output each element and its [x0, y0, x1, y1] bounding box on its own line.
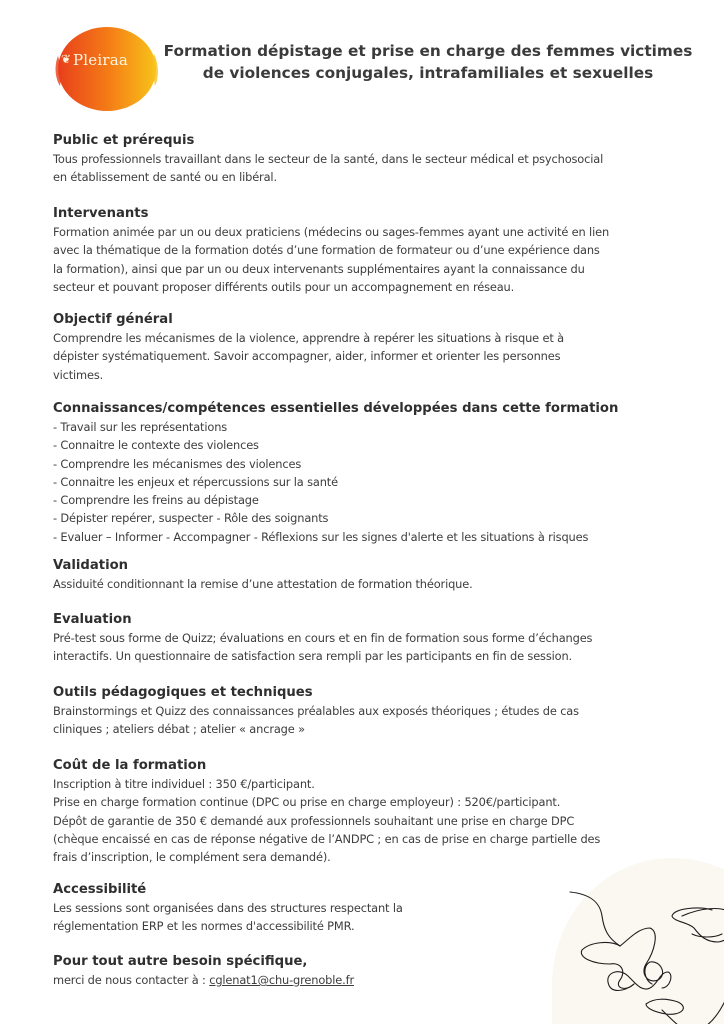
contact-email-link[interactable]: cglenat1@chu-grenoble.fr	[209, 973, 354, 987]
section-text-line: Brainstormings et Quizz des connaissances préalables aux exposés théoriques ; études de cas	[53, 704, 579, 718]
tree-icon: ❦	[61, 52, 72, 66]
section-text-line: Dépôt de garantie de 350 € demandé aux professionnels souhaitant une prise en charge DPC	[53, 813, 575, 828]
section-validation	[53, 557, 693, 601]
section-evaluation	[53, 611, 693, 674]
list-item: - Dépister repérer, suspecter - Rôle des soignants	[53, 511, 329, 526]
list-item: - Travail sur les représentations	[53, 420, 228, 434]
section-text-line: Pré-test sous forme de Quizz; évaluations en cours et en fin de formation sous forme d’échanges	[53, 631, 593, 645]
contact-prefix: merci de nous contacter à :	[53, 973, 210, 987]
section-text-line: la formation), ainsi que par un ou deux intervenants supplémentaires ayant la connaissance du	[53, 261, 585, 276]
title-line-2: de violences conjugales, intrafamiliales et sexuelles	[202, 64, 654, 82]
document-content	[53, 132, 693, 999]
section-text-line: en établissement de santé ou en libéral.	[53, 170, 277, 185]
list-item: - Connaitre le contexte des violences	[53, 438, 259, 453]
section-text-line: (chèque encaissé en cas de réponse négative de l’ANDPC ; en cas de prise en charge partielle des	[53, 831, 601, 846]
contact-line	[53, 971, 693, 989]
section-text-line: interactifs. Un questionnaire de satisfaction sera rempli par les participants en fin de session.	[53, 649, 572, 664]
section-intervenants	[53, 205, 693, 301]
list-item: - Connaitre les enjeux et répercussions sur la santé	[53, 474, 338, 489]
list-item: - Comprendre les mécanismes des violences	[53, 456, 302, 471]
section-text-line: cliniques ; ateliers débat ; atelier « ancrage »	[53, 722, 305, 737]
title-line-1: Formation dépistage et prise en charge des femmes victimes	[163, 42, 693, 60]
section-text-line: réglementation ERP et les normes d'accessibilité PMR.	[53, 919, 355, 934]
section-text-line: Tous professionnels travaillant dans le secteur de la santé, dans le secteur médical et psychosocial	[53, 152, 604, 166]
section-heading: Evaluation	[53, 612, 132, 627]
section-heading: Validation	[53, 558, 129, 573]
competences-list	[53, 418, 693, 546]
logo-sun-shape	[52, 26, 160, 112]
section-accessibilite	[53, 881, 693, 943]
section-heading: Outils pédagogiques et techniques	[53, 685, 313, 700]
section-heading: Pour tout autre besoin spécifique,	[53, 954, 308, 969]
section-text-line: victimes.	[53, 367, 104, 382]
section-objectif	[53, 311, 693, 390]
list-item: - Comprendre les freins au dépistage	[53, 493, 259, 508]
list-item: - Evaluer – Informer - Accompagner - Réflexions sur les signes d'alerte et les situations à risques	[53, 529, 589, 544]
section-text-line: dépister systématiquement. Savoir accompagner, aider, informer et orienter les personnes	[53, 349, 561, 364]
section-connaissances	[53, 400, 693, 547]
pleiraa-logo	[52, 26, 160, 112]
section-text-line: secteur et pouvant proposer différents outils pour un accompagnement en réseau.	[53, 279, 515, 294]
section-text-line: Prise en charge formation continue (DPC ou prise en charge employeur) : 520€/participant.	[53, 795, 561, 810]
section-contact	[53, 953, 693, 989]
section-public	[53, 132, 693, 195]
section-cout	[53, 757, 693, 871]
section-heading: Objectif général	[53, 312, 173, 327]
section-text-line: frais d’inscription, le complément sera demandé).	[53, 850, 331, 865]
section-heading: Accessibilité	[53, 882, 147, 897]
section-heading: Connaissances/compétences essentielles développées dans cette formation	[53, 401, 619, 416]
section-text-line: Formation animée par un ou deux praticiens (médecins ou sages-femmes ayant une activité en lien	[53, 225, 610, 239]
section-text-line: avec la thématique de la formation dotés d’une formation de formateur ou d’une expérience dans	[53, 243, 600, 258]
logo-text: Pleiraa	[73, 51, 129, 69]
section-heading: Public et prérequis	[53, 133, 195, 148]
section-text-line: Assiduité conditionnant la remise d’une attestation de formation théorique.	[53, 577, 473, 591]
section-heading: Intervenants	[53, 206, 149, 221]
section-text-line: Inscription à titre individuel : 350 €/participant.	[53, 777, 315, 791]
section-heading: Coût de la formation	[53, 758, 207, 773]
section-text-line: Les sessions sont organisées dans des structures respectant la	[53, 901, 403, 915]
page-title	[160, 40, 696, 84]
section-outils	[53, 684, 693, 747]
section-text-line: Comprendre les mécanismes de la violence, apprendre à repérer les situations à risque et à	[53, 331, 564, 345]
